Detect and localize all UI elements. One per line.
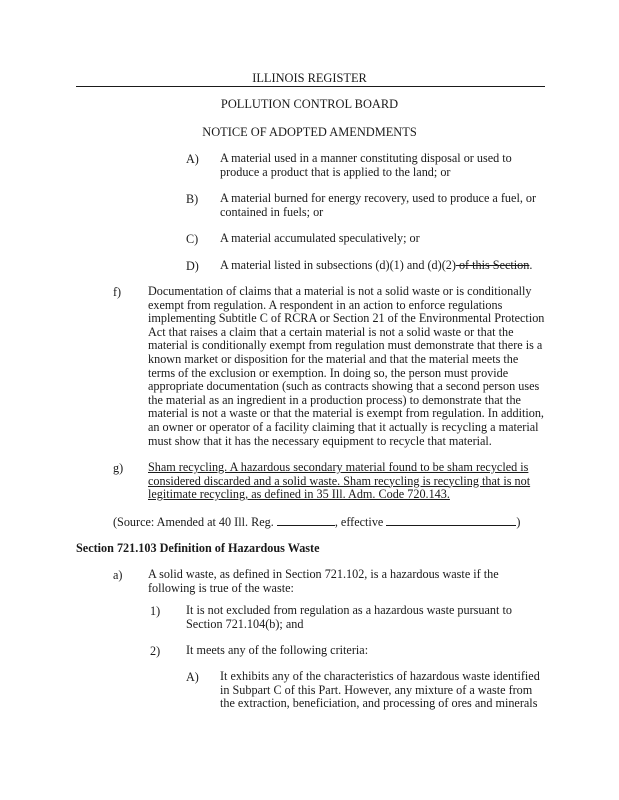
section-item-1-label: 1) bbox=[150, 604, 161, 618]
item-d-label: D) bbox=[186, 259, 199, 273]
item-c-label: C) bbox=[186, 232, 199, 246]
section-heading: Section 721.103 Definition of Hazardous Waste bbox=[76, 541, 320, 555]
item-d-text-main: A material listed in subsections (d)(1) and (d)(2) bbox=[220, 258, 456, 272]
agency-name: POLLUTION CONTROL BOARD bbox=[220, 97, 399, 111]
para-f-label: f) bbox=[113, 285, 122, 299]
section-item-2-label: 2) bbox=[150, 644, 161, 658]
source-suffix: ) bbox=[516, 515, 521, 529]
notice-title: NOTICE OF ADOPTED AMENDMENTS bbox=[202, 125, 417, 139]
section-subitem-a-label: A) bbox=[186, 670, 199, 684]
section-subitem-a-text: It exhibits any of the characteristics of hazardous waste identified in Subpart C of this Part. However, any mixture of a waste from the extraction, beneficiation, and processing of ores and minerals bbox=[220, 669, 540, 711]
section-a-label: a) bbox=[113, 568, 123, 582]
header-rule bbox=[76, 86, 545, 87]
source-reg-blank bbox=[277, 515, 335, 526]
item-b-text: A material burned for energy recovery, used to produce a fuel, or contained in fuels; or bbox=[220, 191, 537, 219]
item-a-label: A) bbox=[186, 152, 199, 166]
item-b-label: B) bbox=[186, 192, 199, 206]
para-g-text: Sham recycling. A hazardous secondary material found to be sham recycled is considered discarded and a solid waste. Sham recycling is recycling that is not legitimate recycling, as defined in 35 Ill. Adm. Code 720.143. bbox=[148, 460, 531, 502]
source-note bbox=[113, 515, 520, 530]
register-title: ILLINOIS REGISTER bbox=[252, 71, 367, 85]
para-f-text: Documentation of claims that a material is not a solid waste or is conditionally exempt from regulation. A respondent in an action to enforce regulations implementing Subtitle C of RCRA or Section 21 of the Environmental Protection Act that raises a claim that a certain material is not a solid waste or that the material is conditionally exempt from regulation must demonstrate that there is a known market or disposition for the material and that the material meets the terms of the exclusion or exemption. In doing so, the person must provide appropriate documentation (such as contracts showing that a second person uses the material as an ingredient in a production process) to demonstrate that the material is not a waste or that the material is exempt from regulation. In addition, an owner or operator of a facility claiming that it actually is recycling a material must show that it has the necessary equipment to recycle that material. bbox=[148, 284, 545, 448]
section-item-2-text: It meets any of the following criteria: bbox=[186, 643, 369, 657]
section-a-text: A solid waste, as defined in Section 721.102, is a hazardous waste if the following is true of the waste: bbox=[148, 567, 499, 595]
source-prefix: (Source: Amended at 40 Ill. Reg. bbox=[113, 515, 274, 529]
item-c-text: A material accumulated speculatively; or bbox=[220, 231, 420, 245]
source-effective-blank bbox=[386, 515, 516, 526]
item-a-text: A material used in a manner constituting disposal or used to produce a product that is applied to the land; or bbox=[220, 151, 512, 179]
section-item-1-text: It is not excluded from regulation as a hazardous waste pursuant to Section 721.104(b); and bbox=[186, 603, 512, 631]
item-d-period: . bbox=[529, 258, 533, 272]
source-middle: , effective bbox=[334, 515, 384, 529]
item-d-text bbox=[220, 259, 550, 273]
item-d-struck-text: of this Section bbox=[455, 258, 530, 272]
para-g-label: g) bbox=[113, 461, 124, 475]
